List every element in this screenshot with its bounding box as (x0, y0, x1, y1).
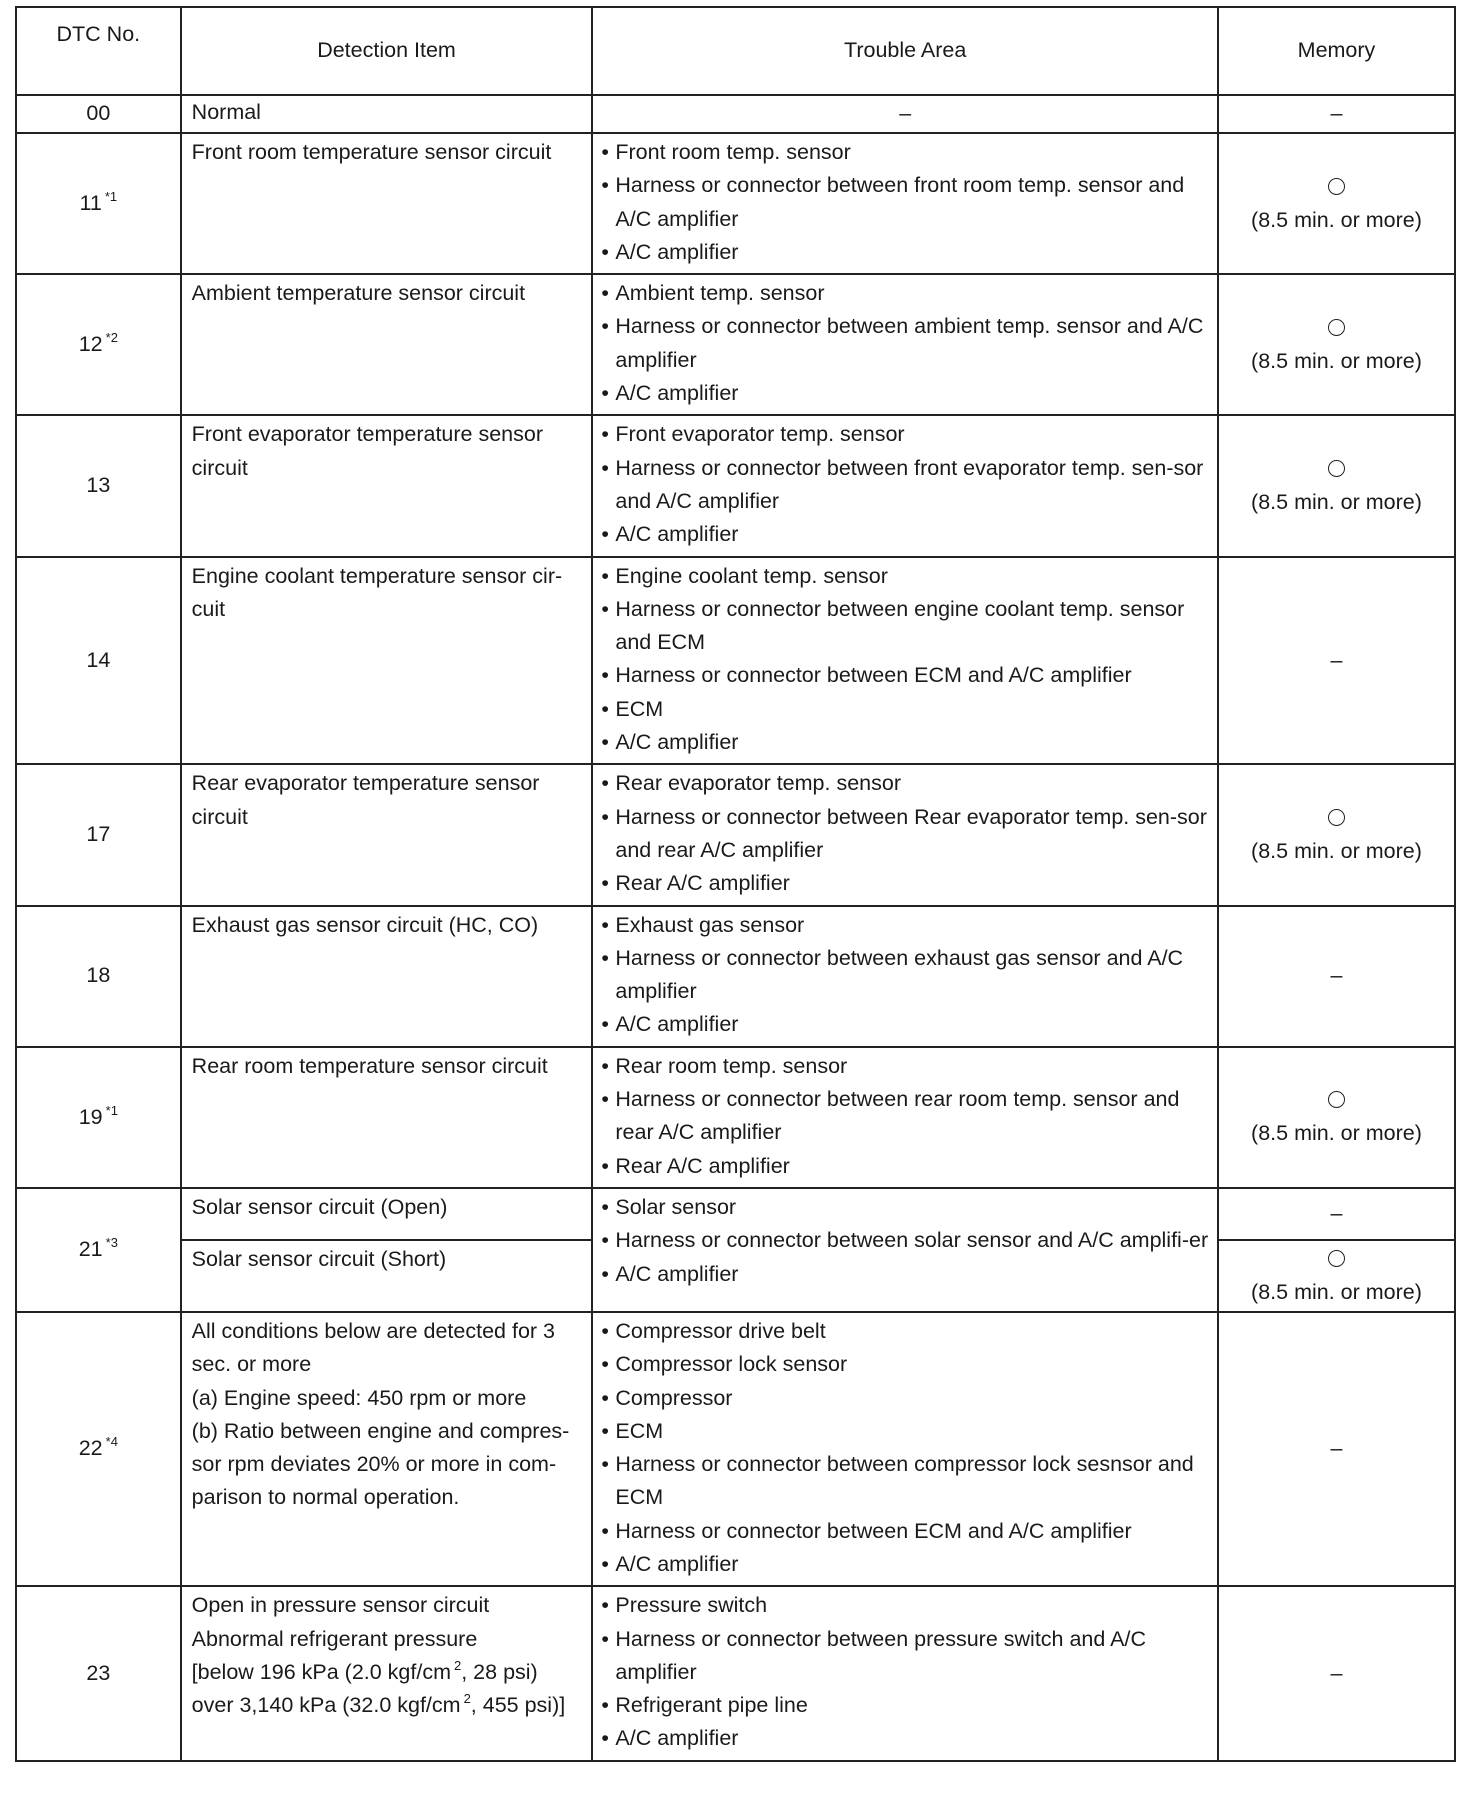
trouble-area-item: • Ambient temp. sensor (601, 277, 1209, 310)
detection-item: Ambient temperature sensor circuit (181, 274, 593, 415)
memory-cell: – (1218, 95, 1455, 133)
table-row (16, 1586, 1455, 1760)
memory-cell: (8.5 min. or more) (1218, 133, 1455, 274)
trouble-area-item: • Rear A/C amplifier (601, 867, 1209, 900)
memory-circle-icon (1328, 1091, 1345, 1108)
trouble-area-item: • Solar sensor (601, 1191, 1209, 1224)
trouble-area (592, 1188, 1218, 1312)
trouble-area-item: • Harness or connector between front evaporator temp. sen-sor and A/C amplifier (601, 452, 1209, 519)
trouble-area-list (601, 767, 1209, 900)
trouble-area-item: • Rear A/C amplifier (601, 1150, 1209, 1183)
memory-circle-icon (1328, 809, 1345, 826)
detection-item: Open in pressure sensor circuit Abnormal refrigerant pressure [below 196 kPa (2.0 kgf/cm $^2$, 28 psi) over 3,140 kPa (32.0 kgf/cm $^2$, 455 psi)] (181, 1586, 593, 1760)
trouble-area (592, 764, 1218, 905)
table-row (16, 906, 1455, 1047)
trouble-area-item: • Pressure switch (601, 1589, 1209, 1622)
memory-cell: – (1218, 1188, 1455, 1240)
trouble-area-list (601, 909, 1209, 1042)
trouble-area-item: • Harness or connector between exhaust gas sensor and A/C amplifier (601, 942, 1209, 1009)
trouble-area-list (601, 560, 1209, 760)
trouble-area-item: • Harness or connector between ambient temp. sensor and A/C amplifier (601, 310, 1209, 377)
trouble-area-item: • Front evaporator temp. sensor (601, 418, 1209, 451)
memory-cell: – (1218, 1312, 1455, 1586)
trouble-area-item: • Rear evaporator temp. sensor (601, 767, 1209, 800)
trouble-area-item: • A/C amplifier (601, 236, 1209, 269)
trouble-area-list (601, 1050, 1209, 1183)
trouble-area-item: • Harness or connector between rear room temp. sensor and rear A/C amplifier (601, 1083, 1209, 1150)
trouble-area-item: • A/C amplifier (601, 1258, 1209, 1291)
dtc-number: 17 (16, 764, 181, 905)
trouble-area-item: • Harness or connector between compressor lock sesnsor and ECM (601, 1448, 1209, 1515)
footnote-ref: *1 (105, 1102, 118, 1118)
table-row (16, 133, 1455, 274)
table-row (16, 95, 1455, 133)
trouble-area (592, 415, 1218, 556)
dtc-number: 14 (16, 557, 181, 765)
trouble-area-item: • Harness or connector between solar sensor and A/C amplifi-er (601, 1224, 1209, 1257)
footnote-ref: *4 (105, 1434, 118, 1450)
detection-item: Front room temperature sensor circuit (181, 133, 593, 274)
memory-cell: (8.5 min. or more) (1218, 415, 1455, 556)
trouble-area-item: • Compressor lock sensor (601, 1348, 1209, 1381)
header-trouble-area: Trouble Area (592, 7, 1218, 95)
trouble-area-item: • A/C amplifier (601, 377, 1209, 410)
trouble-area-item: • Harness or connector between Rear evaporator temp. sen-sor and rear A/C amplifier (601, 801, 1209, 868)
trouble-area-item: • ECM (601, 1415, 1209, 1448)
trouble-area-item: • Compressor drive belt (601, 1315, 1209, 1348)
dtc-number: 22 $^{*4}$ (16, 1312, 181, 1586)
memory-circle-icon (1328, 319, 1345, 336)
trouble-area-item: • Exhaust gas sensor (601, 909, 1209, 942)
memory-cell: (8.5 min. or more) (1218, 1240, 1455, 1312)
trouble-area-item: • Harness or connector between front room temp. sensor and A/C amplifier (601, 169, 1209, 236)
trouble-area (592, 1047, 1218, 1188)
header-dtc-no: DTC No. (16, 7, 181, 95)
trouble-area (592, 133, 1218, 274)
trouble-area (592, 1586, 1218, 1760)
trouble-area-item: • Front room temp. sensor (601, 136, 1209, 169)
memory-cell: – (1218, 1586, 1455, 1760)
dtc-number: 11 $^{*1}$ (16, 133, 181, 274)
trouble-area-list (601, 418, 1209, 551)
dtc-number: 12 $^{*2}$ (16, 274, 181, 415)
trouble-area-item: • Compressor (601, 1382, 1209, 1415)
memory-circle-icon (1328, 178, 1345, 195)
header-detection-item: Detection Item (181, 7, 593, 95)
footnote-ref: *3 (105, 1235, 118, 1251)
table-row (16, 557, 1455, 765)
trouble-area-item: • Refrigerant pipe line (601, 1689, 1209, 1722)
footnote-ref: *2 (105, 330, 118, 346)
trouble-area-item: • Harness or connector between ECM and A/C amplifier (601, 1515, 1209, 1548)
memory-cell: (8.5 min. or more) (1218, 764, 1455, 905)
table-row (16, 1047, 1455, 1188)
header-memory: Memory (1218, 7, 1455, 95)
trouble-area-item: • A/C amplifier (601, 1722, 1209, 1755)
dtc-number: 18 (16, 906, 181, 1047)
memory-circle-icon (1328, 460, 1345, 477)
trouble-area-item: • A/C amplifier (601, 726, 1209, 759)
trouble-area: – (592, 95, 1218, 133)
trouble-area-item: • ECM (601, 693, 1209, 726)
dtc-number: 13 (16, 415, 181, 556)
memory-cell: – (1218, 906, 1455, 1047)
dtc-number: 21 $^{*3}$ (16, 1188, 181, 1312)
detection-item: Solar sensor circuit (Short) (181, 1240, 593, 1312)
table-row (16, 764, 1455, 905)
detection-item: Solar sensor circuit (Open) (181, 1188, 593, 1240)
detection-item: Exhaust gas sensor circuit (HC, CO) (181, 906, 593, 1047)
trouble-area (592, 557, 1218, 765)
memory-cell: (8.5 min. or more) (1218, 1047, 1455, 1188)
dtc-number: 00 (16, 95, 181, 133)
detection-item: Rear room temperature sensor circuit (181, 1047, 593, 1188)
dtc-number: 19 $^{*1}$ (16, 1047, 181, 1188)
detection-item: All conditions below are detected for 3 sec. or more (a) Engine speed: 450 rpm or more (b) Ratio between engine and compres-sor rpm deviates 20% or more in com-parison to normal operation. (181, 1312, 593, 1586)
trouble-area (592, 906, 1218, 1047)
table-row (16, 1312, 1455, 1586)
table-row (16, 415, 1455, 556)
trouble-area-list (601, 1315, 1209, 1581)
trouble-area-list (601, 1589, 1209, 1755)
trouble-area-item: • Harness or connector between ECM and A/C amplifier (601, 659, 1209, 692)
trouble-area-item: • Rear room temp. sensor (601, 1050, 1209, 1083)
detection-item: Rear evaporator temperature sensor circuit (181, 764, 593, 905)
trouble-area-item: • A/C amplifier (601, 518, 1209, 551)
trouble-area-item: • Harness or connector between pressure switch and A/C amplifier (601, 1623, 1209, 1690)
trouble-area-item: • A/C amplifier (601, 1008, 1209, 1041)
trouble-area (592, 274, 1218, 415)
memory-cell: (8.5 min. or more) (1218, 274, 1455, 415)
trouble-area-list (601, 1191, 1209, 1291)
table-row (16, 1188, 1455, 1240)
footnote-ref: *1 (104, 188, 118, 204)
memory-circle-icon (1328, 1250, 1345, 1267)
header-row (16, 7, 1455, 95)
detection-item: Front evaporator temperature sensor circuit (181, 415, 593, 556)
dtc-number: 23 (16, 1586, 181, 1760)
dtc-table (15, 6, 1456, 1762)
trouble-area (592, 1312, 1218, 1586)
trouble-area-item: • A/C amplifier (601, 1548, 1209, 1581)
table-row (16, 274, 1455, 415)
trouble-area-list (601, 136, 1209, 269)
trouble-area-item: • Engine coolant temp. sensor (601, 560, 1209, 593)
detection-item: Engine coolant temperature sensor cir-cuit (181, 557, 593, 765)
trouble-area-list (601, 277, 1209, 410)
detection-item: Normal (181, 95, 593, 133)
trouble-area-item: • Harness or connector between engine coolant temp. sensor and ECM (601, 593, 1209, 660)
memory-cell: – (1218, 557, 1455, 765)
